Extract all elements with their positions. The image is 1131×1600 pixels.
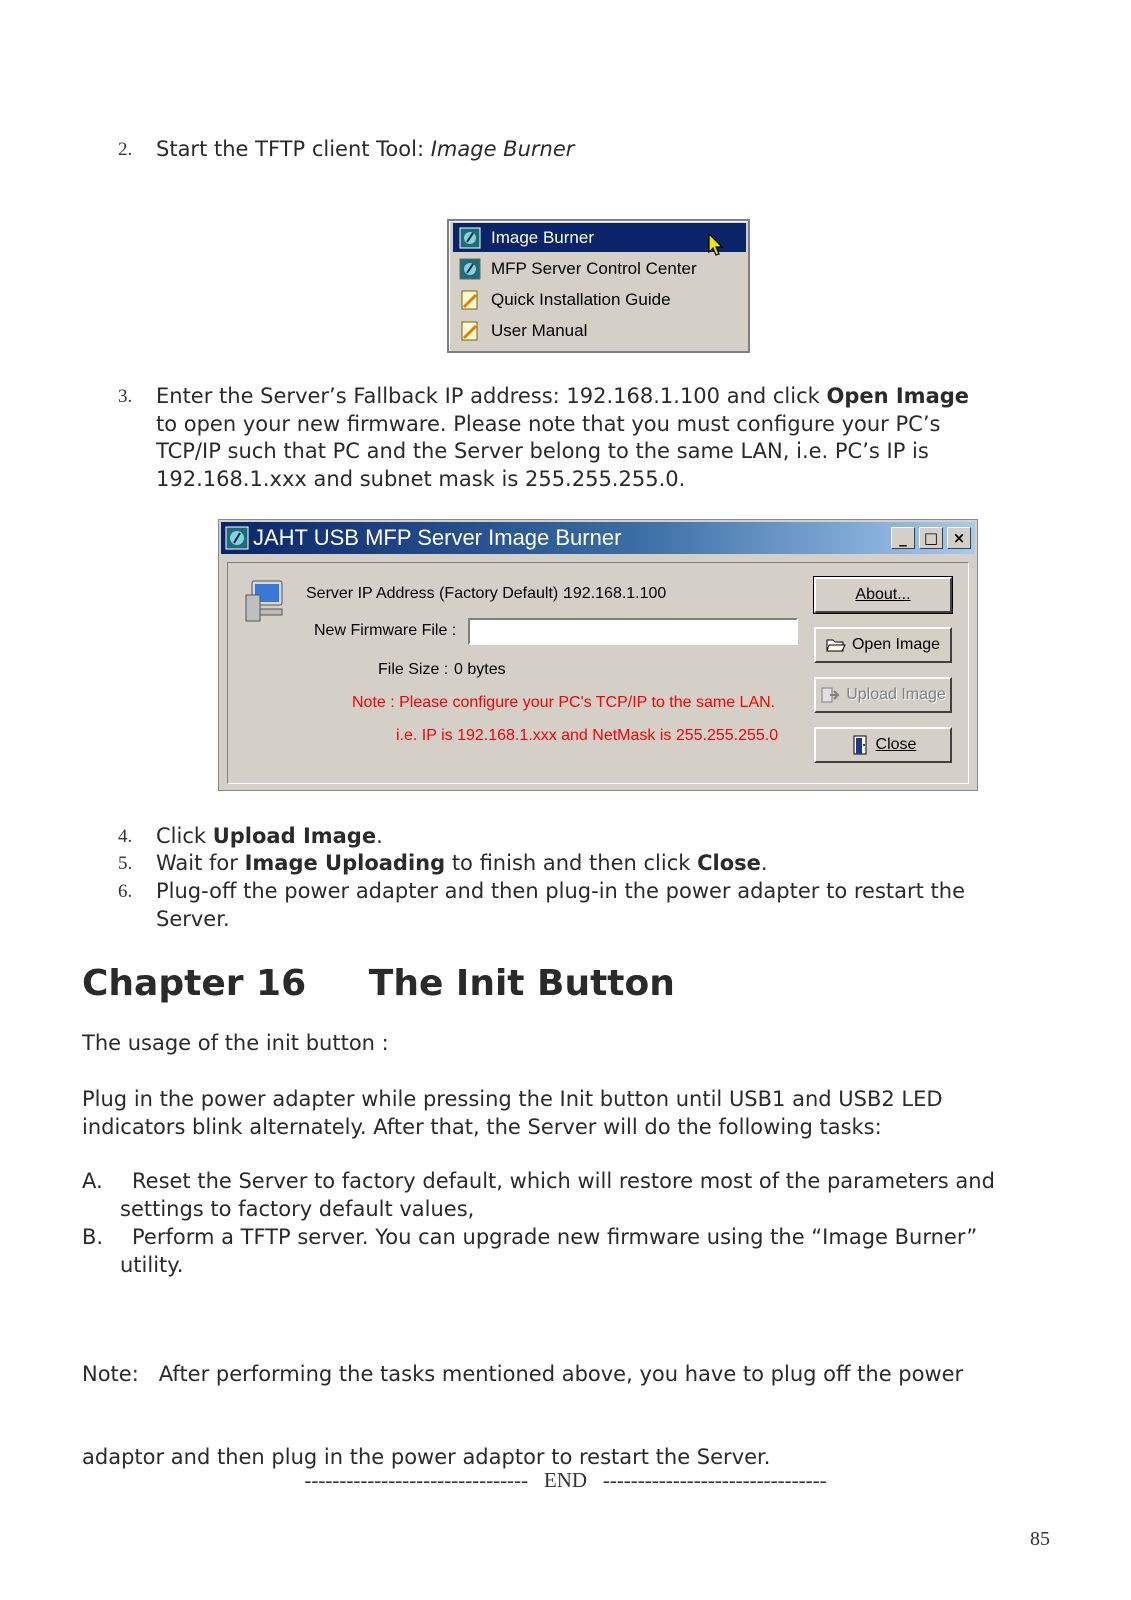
step-number: 2. — [118, 139, 133, 160]
file-size-label: File Size : — [378, 661, 449, 678]
app-icon — [459, 227, 481, 249]
close-button[interactable]: Close — [814, 727, 952, 763]
menu-item-image-burner[interactable]: Image Burner — [453, 223, 746, 252]
upload-image-button[interactable]: Upload Image — [814, 677, 952, 713]
step-6-text: Plug-off the power adapter and then plug-in the power adapter to restart the Server. — [156, 879, 965, 931]
usage-intro: The usage of the init button : — [82, 1031, 389, 1055]
server-ip-label: Server IP Address (Factory Default) : — [306, 585, 568, 602]
about-button[interactable]: About... — [814, 577, 952, 613]
list-marker: A. — [82, 1169, 103, 1193]
step-3-text: Enter the Server’s Fallback IP address: 192.168.1.100 and click Open Image to open your new firmware. Please note that you must configure your PC’s TCP/IP such that PC and the Server belong to the same LAN, i.e. PC’s IP is 192.168.1.xxx and subnet mask is 255.255.255.0. — [156, 384, 970, 491]
page-number: 85 — [1030, 1528, 1050, 1550]
upload-icon — [820, 685, 840, 705]
document-icon — [459, 320, 481, 342]
menu-item-control-center[interactable]: MFP Server Control Center — [453, 254, 746, 283]
chapter-heading: Chapter 16 The Init Button — [82, 963, 675, 1004]
note-paragraph: Note: After performing the tasks mentioned above, you have to plug off the power adaptor and then plug in the power adaptor to restart the Server. — [82, 1362, 964, 1469]
task-b: Perform a TFTP server. You can upgrade new firmware using the “Image Burner” utility. — [120, 1225, 978, 1277]
dialog-panel — [227, 562, 969, 784]
step-number: 5. — [118, 853, 133, 874]
tool-name: Image Burner — [430, 137, 575, 161]
open-image-button[interactable]: Open Image — [814, 627, 952, 663]
document-icon — [459, 289, 481, 311]
computer-icon — [242, 577, 290, 625]
firmware-file-label: New Firmware File : — [314, 622, 457, 639]
firmware-file-input[interactable] — [468, 618, 798, 645]
note-line-1: Note : Please configure your PC's TCP/IP to the same LAN. — [352, 694, 776, 711]
task-a: Reset the Server to factory default, which will restore most of the parameters and settings to factory default values, — [120, 1169, 995, 1221]
init-paragraph: Plug in the power adapter while pressing the Init button until USB1 and USB2 LED indicators blink alternately. After that, the Server will do the following tasks: — [82, 1087, 943, 1139]
close-window-button[interactable]: × — [947, 527, 971, 549]
title-bar[interactable] — [221, 522, 975, 554]
step-number: 6. — [118, 881, 133, 902]
door-exit-icon — [850, 735, 870, 755]
note-line-2: i.e. IP is 192.168.1.xxx and NetMask is 255.255.255.0 — [396, 727, 779, 744]
step-number: 3. — [118, 386, 133, 407]
maximize-button[interactable]: □ — [919, 527, 943, 549]
server-ip-value: 192.168.1.100 — [564, 585, 667, 602]
app-icon — [459, 258, 481, 280]
step-5-text: Wait for Image Uploading to finish and then click Close. — [156, 851, 768, 875]
app-icon — [225, 526, 249, 550]
start-menu-snippet — [447, 219, 750, 353]
minimize-button[interactable]: _ — [891, 527, 915, 549]
image-burner-dialog — [218, 519, 978, 791]
folder-open-icon — [826, 635, 846, 655]
list-marker: B. — [82, 1225, 104, 1249]
end-marker: -------------------------------- END -------------------------------- — [304, 1468, 827, 1492]
step-2-text: Start the TFTP client Tool: Image Burner — [156, 137, 575, 161]
menu-item-user-manual[interactable]: User Manual — [453, 316, 746, 345]
step-number: 4. — [118, 826, 133, 847]
window-title: JAHT USB MFP Server Image Burner — [253, 525, 622, 550]
step-4-text: Click Upload Image. — [156, 824, 383, 848]
file-size-value: 0 bytes — [454, 661, 506, 678]
menu-item-quick-install-guide[interactable]: Quick Installation Guide — [453, 285, 746, 314]
